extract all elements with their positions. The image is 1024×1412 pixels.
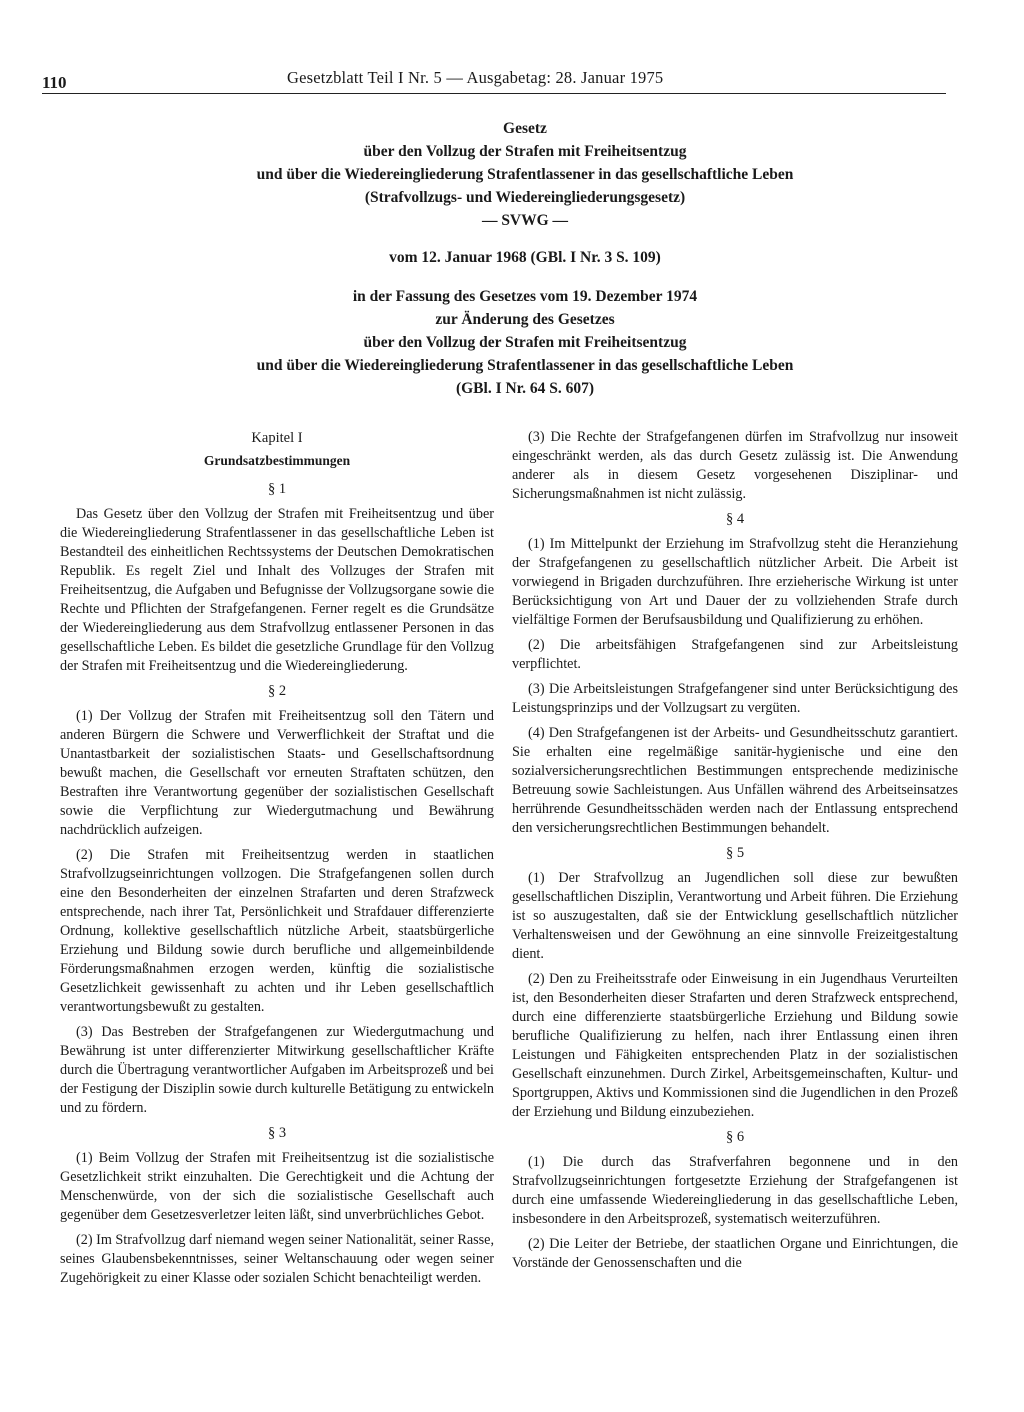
- title-line: und über die Wiedereingliederung Strafentlassener in das gesellschaftliche Leben: [256, 166, 794, 183]
- paragraph: (1) Beim Vollzug der Strafen mit Freiheitsentzug ist die sozialistische Gesetzlichkeit strikt einzuhalten. Die Gerechtigkeit und die Achtung der Menschenwürde, von der sich die sozialistische Gesellschaft auch gegenüber dem Gesetzesverletzer leiten läßt, sind unverbrüchliches Gebot.: [60, 1150, 494, 1223]
- law-title: [90, 117, 960, 232]
- amendment-line: und über die Wiedereingliederung Strafentlassener in das gesellschaftliche Leben: [256, 357, 794, 374]
- section-heading: § 4: [725, 511, 745, 527]
- title-line: über den Vollzug der Strafen mit Freiheitsentzug: [363, 143, 687, 160]
- chapter-label: Kapitel I: [251, 430, 303, 446]
- paragraph: (3) Das Bestreben der Strafgefangenen zur Wiedergutmachung und Bewährung ist unter differenzierter Mitwirkung gesellschaftlicher Kräfte durch die Übertragung verantwortlicher Aufgaben im Arbeitsprozeß und bei der Festigung der Disziplin sowie durch kulturelle Betätigung zu entwickeln und zu fördern.: [60, 1024, 494, 1116]
- title-line: Gesetz: [503, 120, 547, 137]
- section-heading: § 3: [267, 1125, 287, 1141]
- paragraph: (2) Den zu Freiheitsstrafe oder Einweisung in ein Jugendhaus Verurteilten ist, den Besonderheiten dieser Strafarten und deren Strafzweck entsprechend, durch eine differenzierte staatsbürgerliche Erziehung und Bildung sowie berufliche Qualifizierung zu helfen, nach ihrer Entlassung einen ihren Leistungen und Fähigkeiten entsprechenden Platz in der sozialistischen Gesellschaft einzunehmen. Durch Zirkel, Arbeitsgemeinschaften, Kultur- und Sportgruppen, Aktivs und Kommissionen sind die Jugendlichen in den Prozeß der Erziehung und Bildung einzubeziehen.: [512, 971, 958, 1120]
- paragraph: (3) Die Rechte der Strafgefangenen dürfen im Strafvollzug nur insoweit eingeschränkt werden, als das durch Gesetz zulässig ist. Die Anwendung anderer als in diesem Gesetz vorgesehenen Disziplinar- und Sicherungsmaßnahmen ist nicht zulässig.: [512, 429, 958, 502]
- paragraph: Das Gesetz über den Vollzug der Strafen mit Freiheitsentzug und über die Wiedereingliederung Strafentlassener in das gesellschaftliche Leben ist Bestandteil des einheitlichen Rechtssystems der Deutschen Demokratischen Republik. Es regelt Ziel und Inhalt des Vollzuges der Strafen mit Freiheitsentzug, die Aufgaben und Befugnisse der Vollzugsorgane sowie die Rechte und Pflichten der Strafgefangenen. Ferner regelt es die Grundsätze der Wiedereingliederung aus dem Strafvollzug entlassener Personen in das gesellschaftliche Leben. Es bildet die gesetzliche Grundlage für den Vollzug der Strafen mit Freiheitsentzug und die Wiedereingliederung.: [60, 506, 494, 674]
- date-line: vom 12. Januar 1968 (GBl. I Nr. 3 S. 109): [389, 249, 661, 266]
- page-number: 110: [42, 73, 67, 92]
- amendment-line: zur Änderung des Gesetzes: [435, 311, 615, 328]
- header-rule: [42, 93, 946, 94]
- law-date: [90, 246, 960, 269]
- amendment-line: in der Fassung des Gesetzes vom 19. Dezember 1974: [352, 288, 698, 305]
- amendment-line: über den Vollzug der Strafen mit Freiheitsentzug: [363, 334, 687, 351]
- paragraph: (2) Die arbeitsfähigen Strafgefangenen sind zur Arbeitsleistung verpflichtet.: [512, 637, 958, 672]
- paragraph: (4) Den Strafgefangenen ist der Arbeits- und Gesundheitsschutz garantiert. Sie erhalten eine regelmäßige sanitär-hygienische und eine den sozialversicherungsrechtlichen Bestimmungen entsprechende medizinische Betreuung sowie Sachleistungen. Aus Unfällen während des Arbeitseinsatzes herrührende Gesundheitsschäden werden nach der Entlassung entsprechend den versicherungsrechtlichen Bestimmungen behandelt.: [512, 725, 958, 836]
- paragraph: (1) Im Mittelpunkt der Erziehung im Strafvollzug steht die Heranziehung der Strafgefangenen zu gesellschaftlich nützlicher Arbeit. Die Arbeit ist vorwiegend in Brigaden durchzuführen. Ihre erzieherische Wirkung ist unter Berücksichtigung von Art und Dauer der zu vollziehenden Strafe durch vielfältige Formen der Berufsausbildung und Qualifizierung zu erhöhen.: [512, 536, 958, 628]
- paragraph: (3) Die Arbeitsleistungen Strafgefangener sind unter Berücksichtigung des Leistungsprinzips und der Vollzugsart zu vergüten.: [512, 681, 958, 716]
- section-heading: § 5: [725, 845, 745, 861]
- paragraph: (2) Die Strafen mit Freiheitsentzug werden in staatlichen Strafvollzugseinrichtungen vollzogen. Die Strafgefangenen sollen durch eine den Besonderheiten der einzelnen Strafarten und deren Strafzweck entsprechende, nach ihrer Tat, Persönlichkeit und Strafdauer differenzierte Ordnung, kollektive gesellschaftlich nützliche Arbeit, staatsbürgerliche Erziehung und Bildung sowie durch berufliche und allgemeinbildende Förderungsmaßnahmen erzogen werden, künftig die sozialistische Gesetzlichkeit gewissenhaft zu achten und ihr Leben gesellschaftlich verantwortungsbewußt zu gestalten.: [60, 847, 494, 1015]
- chapter-title: Grundsatzbestimmungen: [203, 453, 351, 468]
- title-line: (Strafvollzugs- und Wiedereingliederungsgesetz): [364, 189, 686, 206]
- paragraph: (1) Der Strafvollzug an Jugendlichen soll diese zur bewußten gesellschaftlichen Disziplin, Verantwortung und Arbeit führen. Die Erziehung ist so auszugestalten, daß sie der Entwicklung gesellschaftlich nützlicher Verhaltensweisen und der Gewöhnung an eine sinnvolle Freizeitgestaltung dient.: [512, 870, 958, 962]
- section-heading: § 2: [267, 683, 287, 699]
- amendment-note: [90, 285, 960, 400]
- paragraph: (2) Im Strafvollzug darf niemand wegen seiner Nationalität, seiner Rasse, seines Glaubensbekenntnisses, seiner Weltanschauung oder wegen seiner Zugehörigkeit zu einer Klasse oder sozialen Schicht benachteiligt werden.: [60, 1232, 494, 1286]
- paragraph: (2) Die Leiter der Betriebe, der staatlichen Organe und Einrichtungen, die Vorstände der Genossenschaften und die: [512, 1236, 958, 1271]
- title-abbreviation: — SVWG —: [481, 212, 569, 229]
- paragraph: (1) Der Vollzug der Strafen mit Freiheitsentzug soll den Tätern und anderen Bürgern die Schwere und Verwerflichkeit der Straftat und die Unantastbarkeit der sozialistischen Staats- und Gesellschaftsordnung bewußt machen, die Gesellschaft vor erneuten Straftaten schützen, den Bestraften ihre Verantwortung gegenüber der sozialistischen Gesellschaft sowie die Verpflichtung zur Wiedergutmachung und Bewährung nachdrücklich aufzeigen.: [60, 708, 494, 838]
- running-head: Gesetzblatt Teil I Nr. 5 — Ausgabetag: 28. Januar 1975: [287, 68, 664, 87]
- paragraph: (1) Die durch das Strafverfahren begonnene und in den Strafvollzugseinrichtungen fortgesetzte Erziehung der Strafgefangenen ist durch eine umfassende Wiedereingliederung in das gesellschaftliche Leben, insbesondere in den Arbeitsprozeß, systematisch weiterzuführen.: [512, 1154, 958, 1227]
- left-column: [60, 428, 494, 1294]
- right-column: [512, 428, 958, 1279]
- amendment-line: (GBl. I Nr. 64 S. 607): [455, 380, 595, 397]
- section-heading: § 1: [267, 481, 287, 497]
- section-heading: § 6: [725, 1129, 745, 1145]
